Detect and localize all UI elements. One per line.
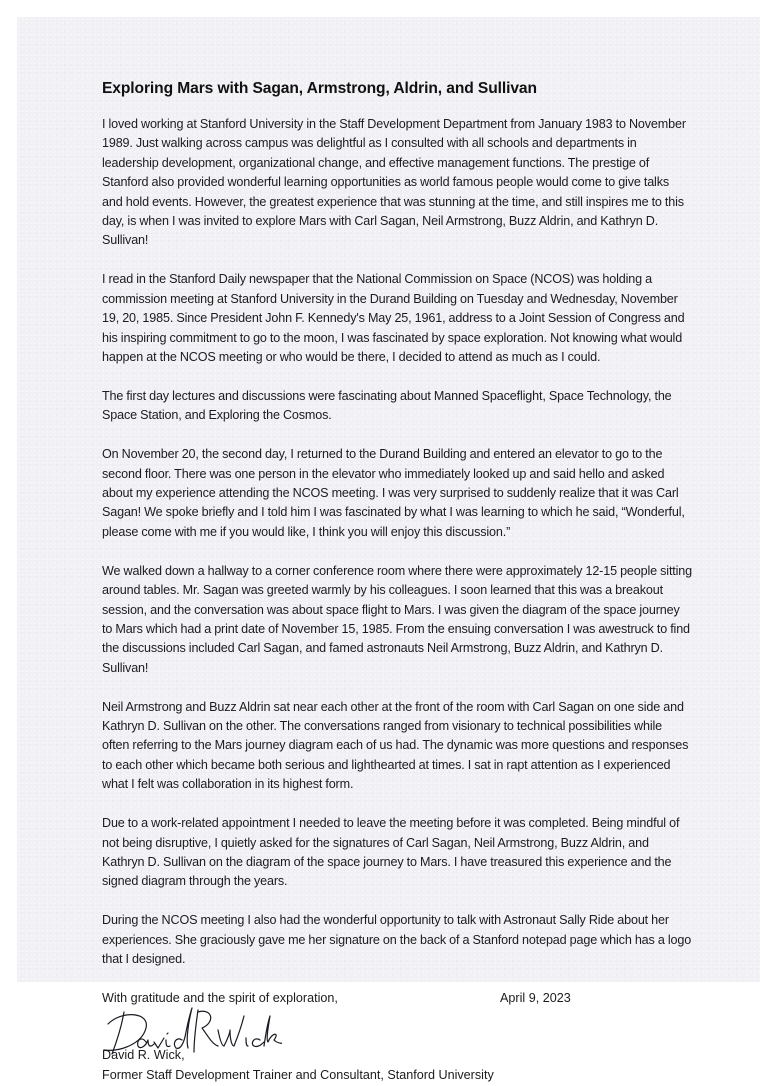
paragraph-conference-room: We walked down a hallway to a corner conference room where there were approximately 12-15 people sitting around tables. Mr. Sagan was greeted warmly by his colleagues. I soon learned that this was a breakout session, and the conversation was about space flight to Mars. I was given the diagram of the space journey to Mars which had a print date of November 15, 1985. From the ensuing conversation I was awestruck to find the discussions included Carl Sagan, and famed astronauts Neil Armstrong, Buzz Aldrin, and Kathryn D. Sullivan! (102, 563, 692, 675)
paragraph-signatures: Due to a work-related appointment I needed to leave the meeting before it was completed. Being mindful of not being disruptive, I quietly asked for the signatures of Carl Sagan, Neil Armstrong, Buzz Aldrin, and Kathryn D. Sullivan on the diagram of the space journey to Mars. I have treasured this experience and the signed diagram through the years. (102, 816, 680, 889)
paragraph-sally-ride: During the NCOS meeting I also had the wonderful opportunity to talk with Astronaut Sally Ride about her experiences. She graciously gave me her signature on the back of a Stanford notepad page which has a logo that I designed. (102, 913, 692, 967)
paragraph-stanford-intro: I loved working at Stanford University in the Staff Development Department from January 1983 to November 1989. Just walking across campus was delightful as I consulted with all schools and departments in leadership development, organizational change, and effective management functions. The prestige of Stanford also provided wonderful learning opportunities as world famous people would come to give talks and hold events. However, the greatest experience that was stunning at the time, and still inspires me to this day, is when I was invited to explore Mars with Carl Sagan, Neil Armstrong, Buzz Aldrin, and Kathryn D. Sullivan! (102, 117, 686, 248)
letter-date: April 9, 2023 (500, 991, 571, 1006)
closing-salutation: With gratitude and the spirit of exploration, (102, 991, 338, 1006)
letter-body (102, 79, 692, 1086)
scanned-letter-page (17, 17, 760, 1083)
signature-block (102, 1008, 692, 1066)
signer-title: Former Staff Development Trainer and Consultant, Stanford University (102, 1068, 494, 1083)
paragraph-first-day: The first day lectures and discussions were fascinating about Manned Spaceflight, Space Technology, the Space Station, and Exploring the Cosmos. (102, 388, 672, 423)
paragraph-armstrong-aldrin: Neil Armstrong and Buzz Aldrin sat near each other at the front of the room with Carl Sagan on one side and Kathryn D. Sullivan on the other. The conversations ranged from visionary to technical possibilities while often referring to the Mars journey diagram each of us had. The dynamic was more questions and responses to each other which became both serious and lighthearted at times. I sat in rapt attention as I experienced what I felt was collaboration in its highest form. (102, 699, 689, 792)
paragraph-ncos-meeting: I read in the Stanford Daily newspaper that the National Commission on Space (NCOS) was holding a commission meeting at Stanford University in the Durand Building on Tuesday and Wednesday, November 19, 20, 1985. Since President John F. Kennedy's May 25, 1961, address to a Joint Session of Congress and his inspiring commitment to go to the moon, I was fascinated by space exploration. Not knowing what would happen at the NCOS meeting or who would be there, I decided to attend as much as I could. (102, 272, 685, 364)
paragraph-elevator-sagan: On November 20, the second day, I returned to the Durand Building and entered an elevator to go to the second floor. There was one person in the elevator who immediately looked up and said hello and asked about my experience attending the NCOS meeting. I was very surprised to suddenly realize that it was Carl Sagan! We spoke briefly and I told him I was fascinated by what I was learning to which he said, “Wonderful, please come with me if you would like, I think you will enjoy this discussion.” (102, 447, 685, 539)
signer-name: David R. Wick, (102, 1048, 185, 1063)
letter-title: Exploring Mars with Sagan, Armstrong, Aldrin, and Sullivan (102, 80, 537, 97)
